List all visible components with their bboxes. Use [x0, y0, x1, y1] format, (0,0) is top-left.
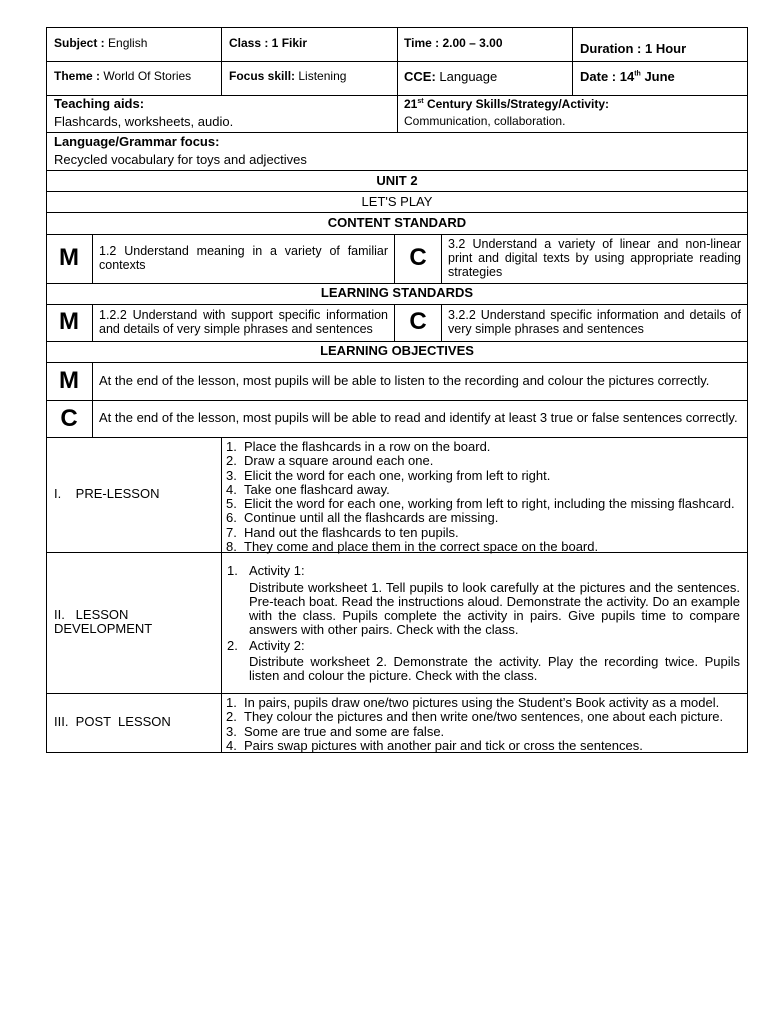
list-item: 7. Hand out the flashcards to ten pupils. — [226, 524, 459, 540]
list-item: 8. They come and place them in the correct space on the board. — [226, 539, 599, 555]
activity1-title: Activity 1: — [249, 563, 305, 578]
list-item: 2. They colour the pictures and then write one/two sentences, one about each picture. — [226, 709, 724, 725]
obj-c-text: At the end of the lesson, most pupils will be able to read and identify at least 3 true or false sentences correctly. — [99, 410, 738, 425]
pre-lesson-steps — [221, 440, 735, 554]
list-item: 4. Pairs swap pictures with another pair and tick or cross the sentences. — [226, 737, 643, 753]
list-item: 3. Elicit the word for each one, working from left to right. — [226, 467, 551, 483]
learning-standards-heading: LEARNING STANDARDS — [320, 285, 474, 300]
post-lesson-steps — [221, 696, 723, 753]
obj-m-letter: M — [59, 367, 79, 394]
grammar-value: Recycled vocabulary for toys and adjectives — [54, 152, 307, 167]
list-item: 5. Elicit the word for each one, working from left to right, including the missing flashcard. — [226, 496, 735, 512]
list-item: 6. Continue until all the flashcards are missing. — [226, 510, 499, 526]
activity2-text: Distribute worksheet 2. Demonstrate the activity. Play the recording twice. Pupils listen and colour the picture. Check with the class. — [249, 654, 740, 683]
activity1-number: 1. — [227, 563, 238, 578]
time-field: Time : 2.00 – 3.00 — [404, 36, 503, 50]
objectives-heading: LEARNING OBJECTIVES — [320, 343, 474, 358]
focus-skill-field: Focus skill: Listening — [229, 69, 347, 83]
list-item: 2. Draw a square around each one. — [226, 453, 434, 469]
development-label-line2: DEVELOPMENT — [54, 621, 153, 636]
list-item: 1. In pairs, pupils draw one/two pictures using the Student’s Book activity as a model. — [226, 695, 720, 710]
ls-m-letter: M — [59, 308, 79, 335]
date-field: Date : 14th June — [580, 69, 675, 84]
teaching-aids-label: Teaching aids: — [54, 96, 145, 111]
obj-m-text: At the end of the lesson, most pupils will be able to listen to the recording and colour the pictures correctly. — [99, 373, 710, 388]
theme-field: Theme : World Of Stories — [54, 69, 192, 83]
unit-number: UNIT 2 — [376, 173, 418, 188]
list-item: 3. Some are true and some are false. — [226, 723, 445, 739]
content-standard-heading: CONTENT STANDARD — [327, 215, 467, 230]
activity1-text: Distribute worksheet 1. Tell pupils to look carefully at the pictures and the sentences. Pre-teach boat. Read the instructions aloud. Demonstrate the activity. Do an example with the class. Pupils complete the activity in pairs. Give pupils time to compare answers with other pairs. Check with the class. — [249, 580, 740, 637]
list-item: 4. Take one flashcard away. — [226, 481, 390, 497]
development-label-line1: II. LESSON — [54, 607, 129, 622]
list-item: 1. Place the flashcards in a row on the board. — [226, 439, 491, 454]
subject-field: Subject : English — [54, 36, 148, 50]
teaching-aids-value: Flashcards, worksheets, audio. — [54, 114, 234, 129]
skills-value: Communication, collaboration. — [404, 114, 566, 128]
cs-m-text: 1.2 Understand meaning in a variety of familiar contexts — [99, 244, 388, 272]
duration-field: Duration : 1 Hour — [580, 41, 687, 56]
cs-c-letter: C — [409, 244, 427, 271]
post-lesson-label: III. POST LESSON — [54, 714, 171, 729]
ls-m-text: 1.2.2 Understand with support specific information and details of very simple phrases and sentences — [99, 308, 388, 336]
pre-lesson-label: I. PRE-LESSON — [54, 486, 160, 501]
cs-c-text: 3.2 Understand a variety of linear and non-linear print and digital texts by using appropriate reading strategies — [448, 237, 741, 279]
unit-title: LET'S PLAY — [361, 194, 433, 209]
cs-m-letter: M — [59, 244, 79, 271]
activity2-title: Activity 2: — [249, 638, 305, 653]
ls-c-letter: C — [409, 308, 427, 335]
cce-field: CCE: Language — [404, 69, 498, 84]
obj-c-letter: C — [60, 405, 78, 432]
class-field: Class : 1 Fikir — [229, 36, 308, 50]
ls-c-text: 3.2.2 Understand specific information and details of very simple phrases and sentences — [448, 308, 741, 336]
activity2-number: 2. — [227, 638, 238, 653]
skills-label: 21st Century Skills/Strategy/Activity: — [404, 97, 609, 111]
grammar-label: Language/Grammar focus: — [54, 134, 220, 149]
